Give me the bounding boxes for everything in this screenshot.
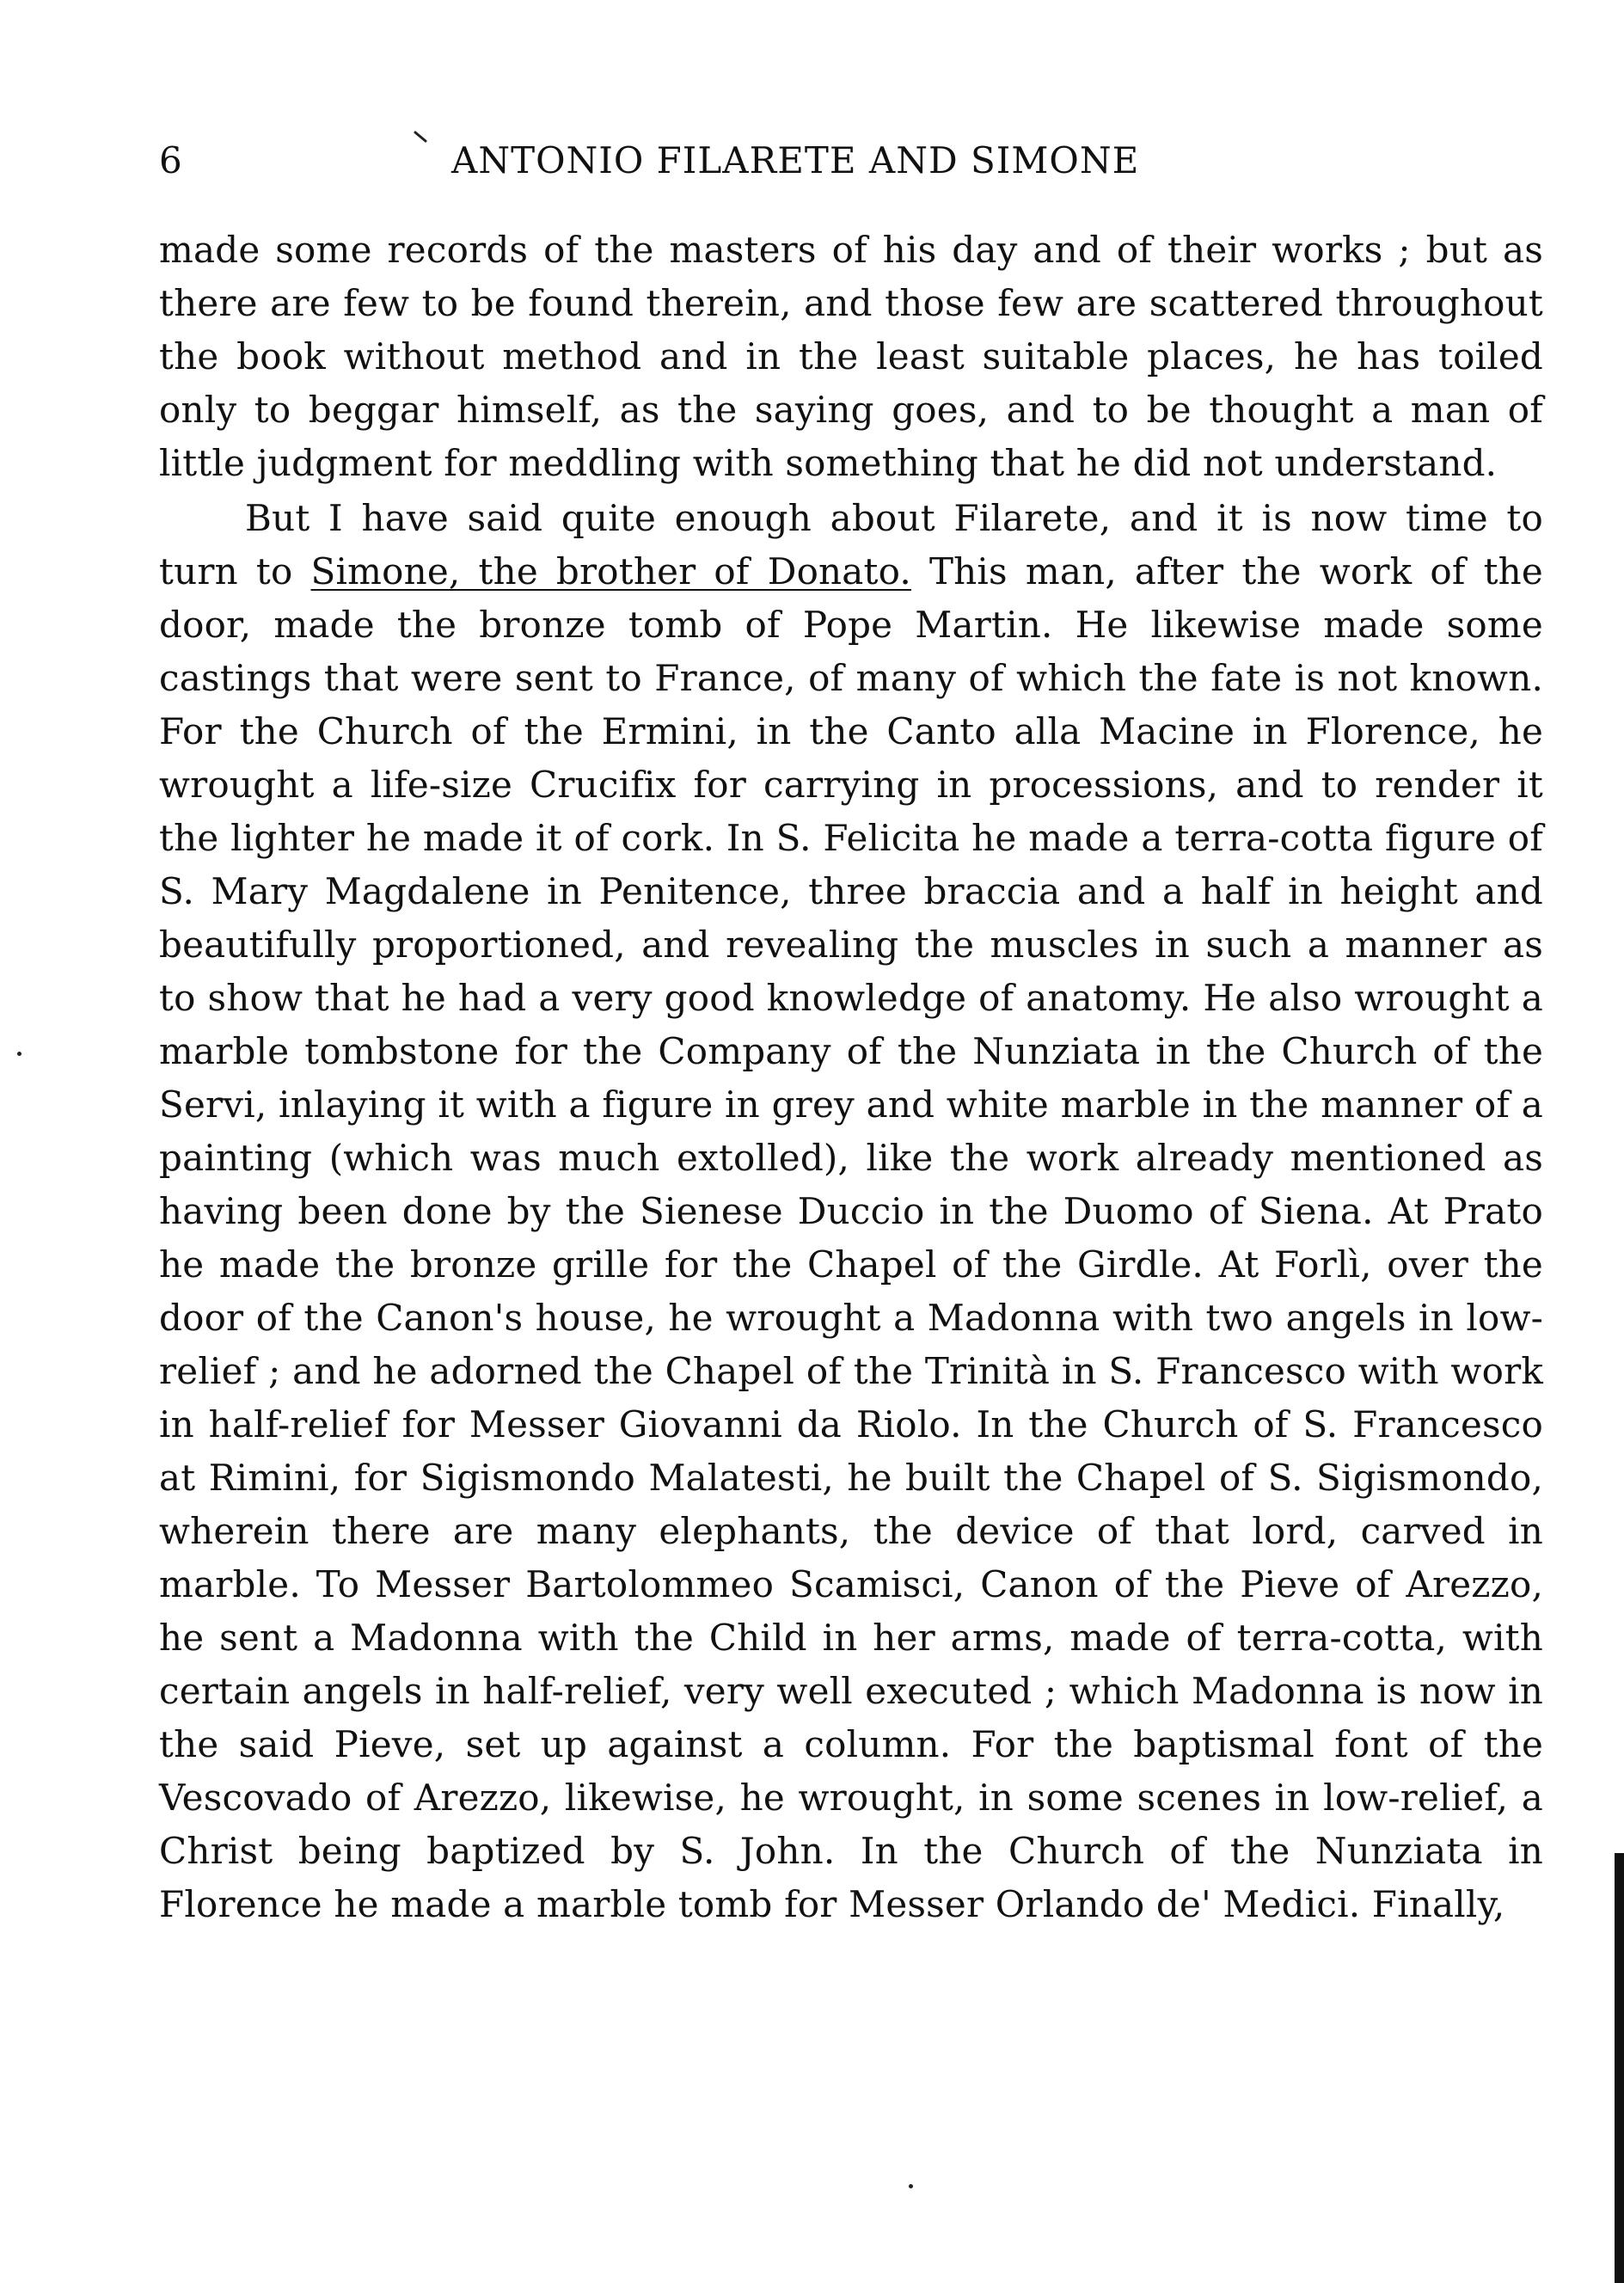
margin-speck <box>17 1052 21 1056</box>
page-number: 6 <box>159 139 183 181</box>
page-header <box>159 129 1543 198</box>
scan-edge-shadow <box>1615 1853 1624 2283</box>
bottom-speck <box>909 2184 913 2188</box>
paragraph-simone-remainder: This man, after the work of the door, made the bronze tomb of Pope Martin. He likewise made some castings that were sent to France, of many of which the fate is not known. For the Church of the Ermini, in the Canto alla Macine in Florence, he wrought a life-size Crucifix for carrying in processions, and to render it the lighter he made it of cork. In S. Felicita he made a terra-cotta figure of S. Mary Magdalene in Penitence, three braccia and a half in height and beautifully proportioned, and revealing the muscles in such a manner as to show that he had a very good knowledge of anatomy. He also wrought a marble tombstone for the Company of the Nunziata in the Church of the Servi, inlaying it with a figure in grey and white marble in the manner of a painting (which was much extolled), like the work already mentioned as having been done by the Sienese Duccio in the Duomo of Siena. At Prato he made the bronze grille for the Chapel of the Girdle. At Forlì, over the door of the Canon's house, he wrought a Madonna with two angels in low-relief ; and he adorned the Chapel of the Trinità in S. Francesco with work in half-relief for Messer Giovanni da Riolo. In the Church of S. Francesco at Rimini, for Sigismondo Malatesti, he built the Chapel of S. Sigismondo, wherein there are many elephants, the device of that lord, carved in marble. To Messer Bartolommeo Scamisci, Canon of the Pieve of Arezzo, he sent a Madonna with the Child in her arms, made of terra-cotta, with certain angels in half-relief, very well executed ; which Madonna is now in the said Pieve, set up against a column. For the baptismal font of the Vescovado of Arezzo, likewise, he wrought, in some scenes in low-relief, a Christ being baptized by S. John. In the Church of the Nunziata in Florence he made a marble tomb for Messer Orlando de' Medici. Finally, <box>159 550 1543 1925</box>
paragraph-simone <box>159 492 1543 1931</box>
underlined-phrase: Simone, the brother of Donato. <box>310 550 911 592</box>
paragraph-continued: made some records of the masters of his day and of their works ; but as there are few to be found therein, and those few are scattered throughout the book without method and in the least suitable places, he has toiled only to beggar himself, as the saying goes, and to be thought a man of little judgment for meddling with something that he did not understand. <box>159 229 1543 484</box>
running-head: ANTONIO FILARETE AND SIMONE <box>451 139 1140 181</box>
paragraph-simone-opening: But I have said quite enough about Filarete, and it is now time to turn to <box>159 497 1543 592</box>
body-text <box>159 224 1543 1931</box>
pencil-tick-mark <box>413 129 430 146</box>
